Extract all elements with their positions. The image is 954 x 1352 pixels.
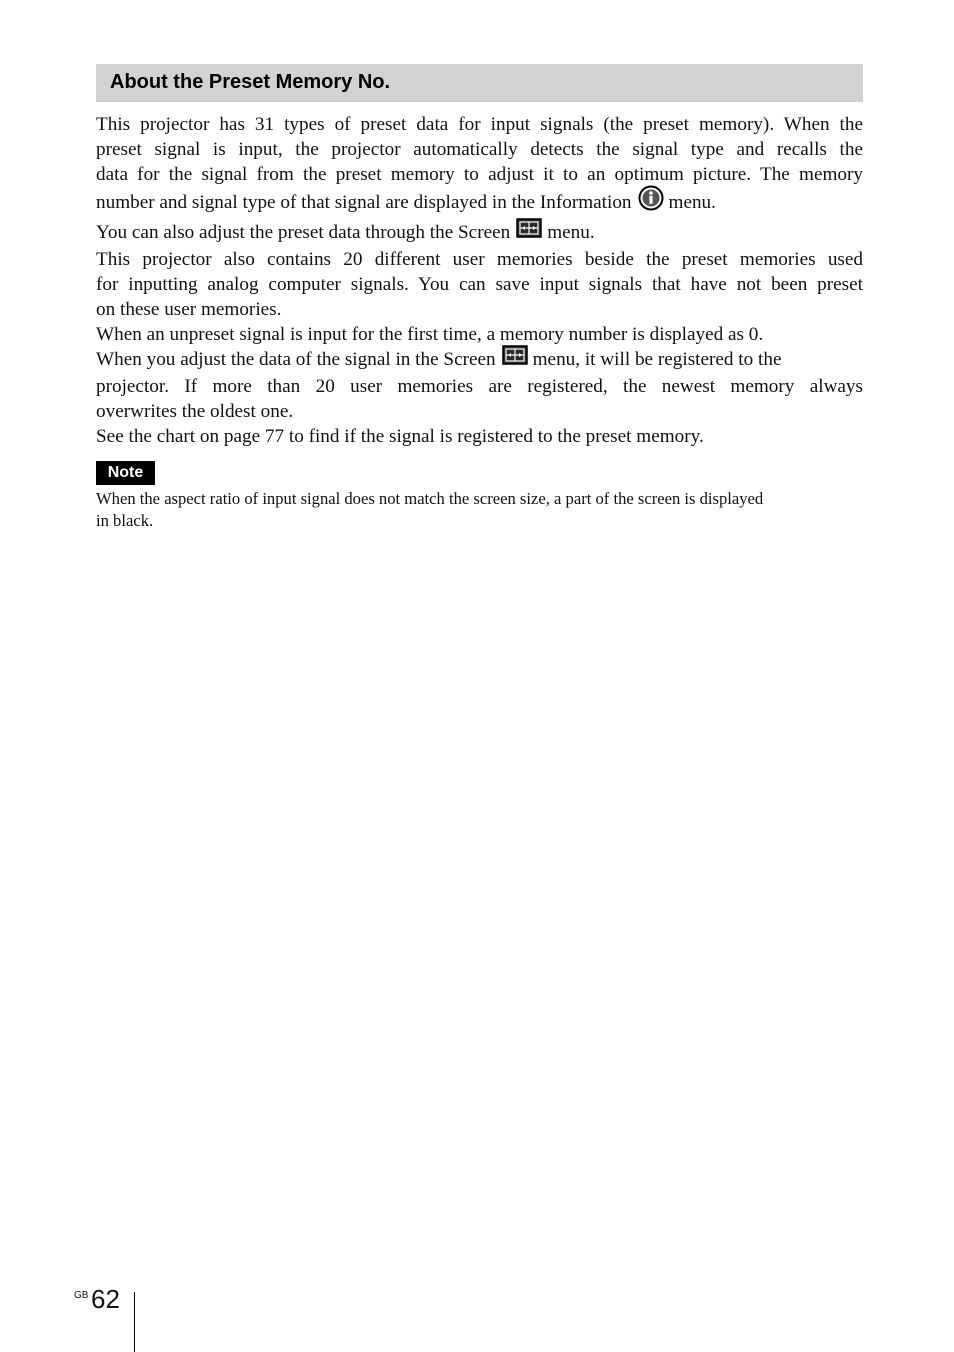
screen-menu-icon xyxy=(516,218,542,245)
body-line: data for the signal from the preset memory to adjust it to an optimum picture. The memory xyxy=(96,164,863,185)
note-line: in black. xyxy=(96,511,154,530)
body-line-text: When you adjust the data of the signal in the Screen xyxy=(96,349,496,371)
body-line-text: menu. xyxy=(668,191,716,213)
note-line: When the aspect ratio of input signal does not match the screen size, a part of the screen is displayed xyxy=(96,489,764,508)
note-badge: Note xyxy=(96,461,155,485)
body-line: preset signal is input, the projector automatically detects the signal type and recalls the xyxy=(96,139,863,160)
body-line-text: number and signal type of that signal are displayed in the Information xyxy=(96,191,632,213)
body-line: on these user memories. xyxy=(96,299,282,321)
body-line-text: menu. xyxy=(547,222,595,243)
body-line-screen xyxy=(96,220,863,247)
body-line: This projector has 31 types of preset data for input signals (the preset memory). When the xyxy=(96,114,863,135)
body-line: overwrites the oldest one. xyxy=(96,401,294,423)
body-line: When an unpreset signal is input for the first time, a memory number is displayed as 0. xyxy=(96,324,764,346)
body-line-text: You can also adjust the preset data through the Screen xyxy=(96,222,511,243)
region-code: GB xyxy=(74,1290,89,1301)
page-number: 62 xyxy=(91,1284,120,1314)
body-line: This projector also contains 20 different user memories beside the preset memories used xyxy=(96,249,863,271)
body-line: for inputting analog computer signals. You can save input signals that have not been preset xyxy=(96,274,863,296)
body-line-screen-2 xyxy=(96,347,863,374)
screen-menu-icon xyxy=(502,345,528,372)
body-line: projector. If more than 20 user memories are registered, the newest memory always xyxy=(96,376,863,398)
section-header-bar xyxy=(96,64,863,102)
body-line: See the chart on page 77 to find if the signal is registered to the preset memory. xyxy=(96,426,704,448)
note-text xyxy=(96,488,863,532)
body-line-information xyxy=(96,187,863,220)
section-title: About the Preset Memory No. xyxy=(110,71,391,93)
body-line-text: menu, it will be registered to the xyxy=(532,349,782,371)
body-text xyxy=(96,112,863,449)
page-divider xyxy=(134,1292,135,1352)
information-menu-icon xyxy=(638,185,664,218)
